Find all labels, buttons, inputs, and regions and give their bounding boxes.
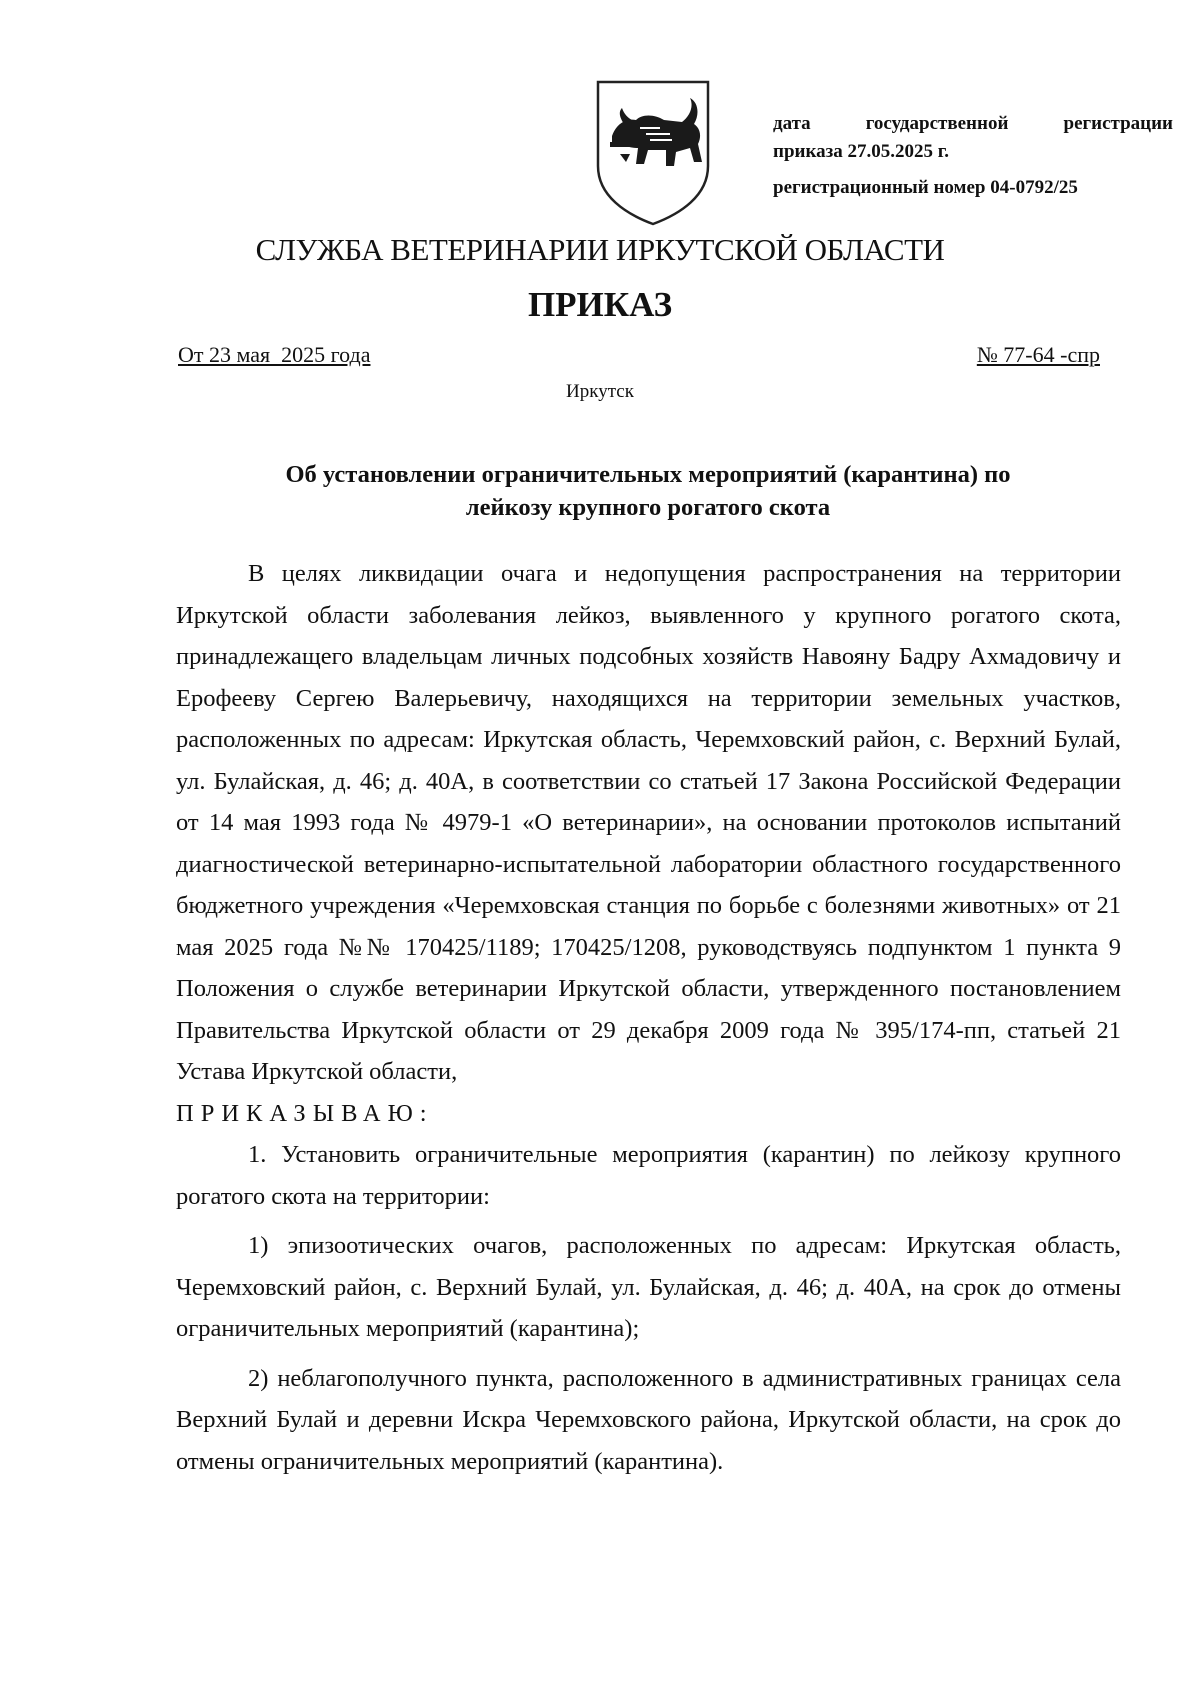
- order-date: От 23 мая 2025 года: [178, 342, 371, 367]
- order-title: [176, 458, 1120, 524]
- order-word: ПРИКАЗЫВАЮ:: [176, 1099, 434, 1127]
- document-type: ПРИКАЗ: [527, 285, 673, 324]
- registration-word-registration: регистрации: [1063, 113, 1173, 134]
- registration-word-date: дата: [773, 113, 811, 134]
- order-title-line-1: Об установлении ограничительных мероприятий (карантина) по: [285, 461, 1011, 488]
- registration-number: регистрационный номер 04-0792/25: [773, 177, 1078, 198]
- coat-of-arms-icon: [590, 78, 716, 226]
- preamble-paragraph: В целях ликвидации очага и недопущения распространения на территории Иркутской области заболевания лейкоз, выявленного у крупного рогатого скота, принадлежащего владельцам личных подсобных хозяйств Навояну Бадру Ахмадовичу и Ерофееву Сергею Валерьевичу, находящихся на территории земельных участков, расположенных по адресам: Иркутская область, Черемховский район, с. Верхний Булай, ул. Булайская, д. 46; д. 40А, в соответствии со статьей 17 Закона Российской Федерации от 14 мая 1993 года № 4979-1 «О ветеринарии», на основании протоколов испытаний диагностической ветеринарно-испытательной лаборатории областного государственного бюджетного учреждения «Черемховская станция по борьбе с болезнями животных» от 21 мая 2025 года №№ 170425/1189; 170425/1208, руководствуясь подпунктом 1 пункта 9 Положения о службе ветеринарии Иркутской области, утвержденного постановлением Правительства Иркутской области от 29 декабря 2009 года № 395/174-пп, статьей 21 Устава Иркутской области,: [176, 560, 1121, 1085]
- issue-city: Иркутск: [566, 381, 634, 402]
- registration-date: приказа 27.05.2025 г.: [773, 141, 949, 162]
- agency-name: СЛУЖБА ВЕТЕРИНАРИИ ИРКУТСКОЙ ОБЛАСТИ: [255, 232, 945, 267]
- order-item-1: 1. Установить ограничительные мероприятия (карантин) по лейкозу крупного рогатого скота на территории:: [176, 1141, 1121, 1210]
- registration-stamp: [773, 110, 1173, 202]
- order-body: [176, 553, 1121, 1482]
- order-number: № 77-64 -спр: [976, 342, 1100, 367]
- order-subitem-2: 2) неблагополучного пункта, расположенного в административных границах села Верхний Булай и деревни Искра Черемховского района, Иркутской области, на срок до отмены ограничительных мероприятий (карантина).: [176, 1364, 1121, 1475]
- order-subitem-1: 1) эпизоотических очагов, расположенных по адресам: Иркутская область, Черемховский район, с. Верхний Булай, ул. Булайская, д. 46; д. 40А, на срок до отмены ограничительных мероприятий (карантина);: [176, 1232, 1121, 1342]
- registration-word-state: государственной: [865, 113, 1009, 134]
- order-title-line-2: лейкозу крупного рогатого скота: [465, 494, 831, 521]
